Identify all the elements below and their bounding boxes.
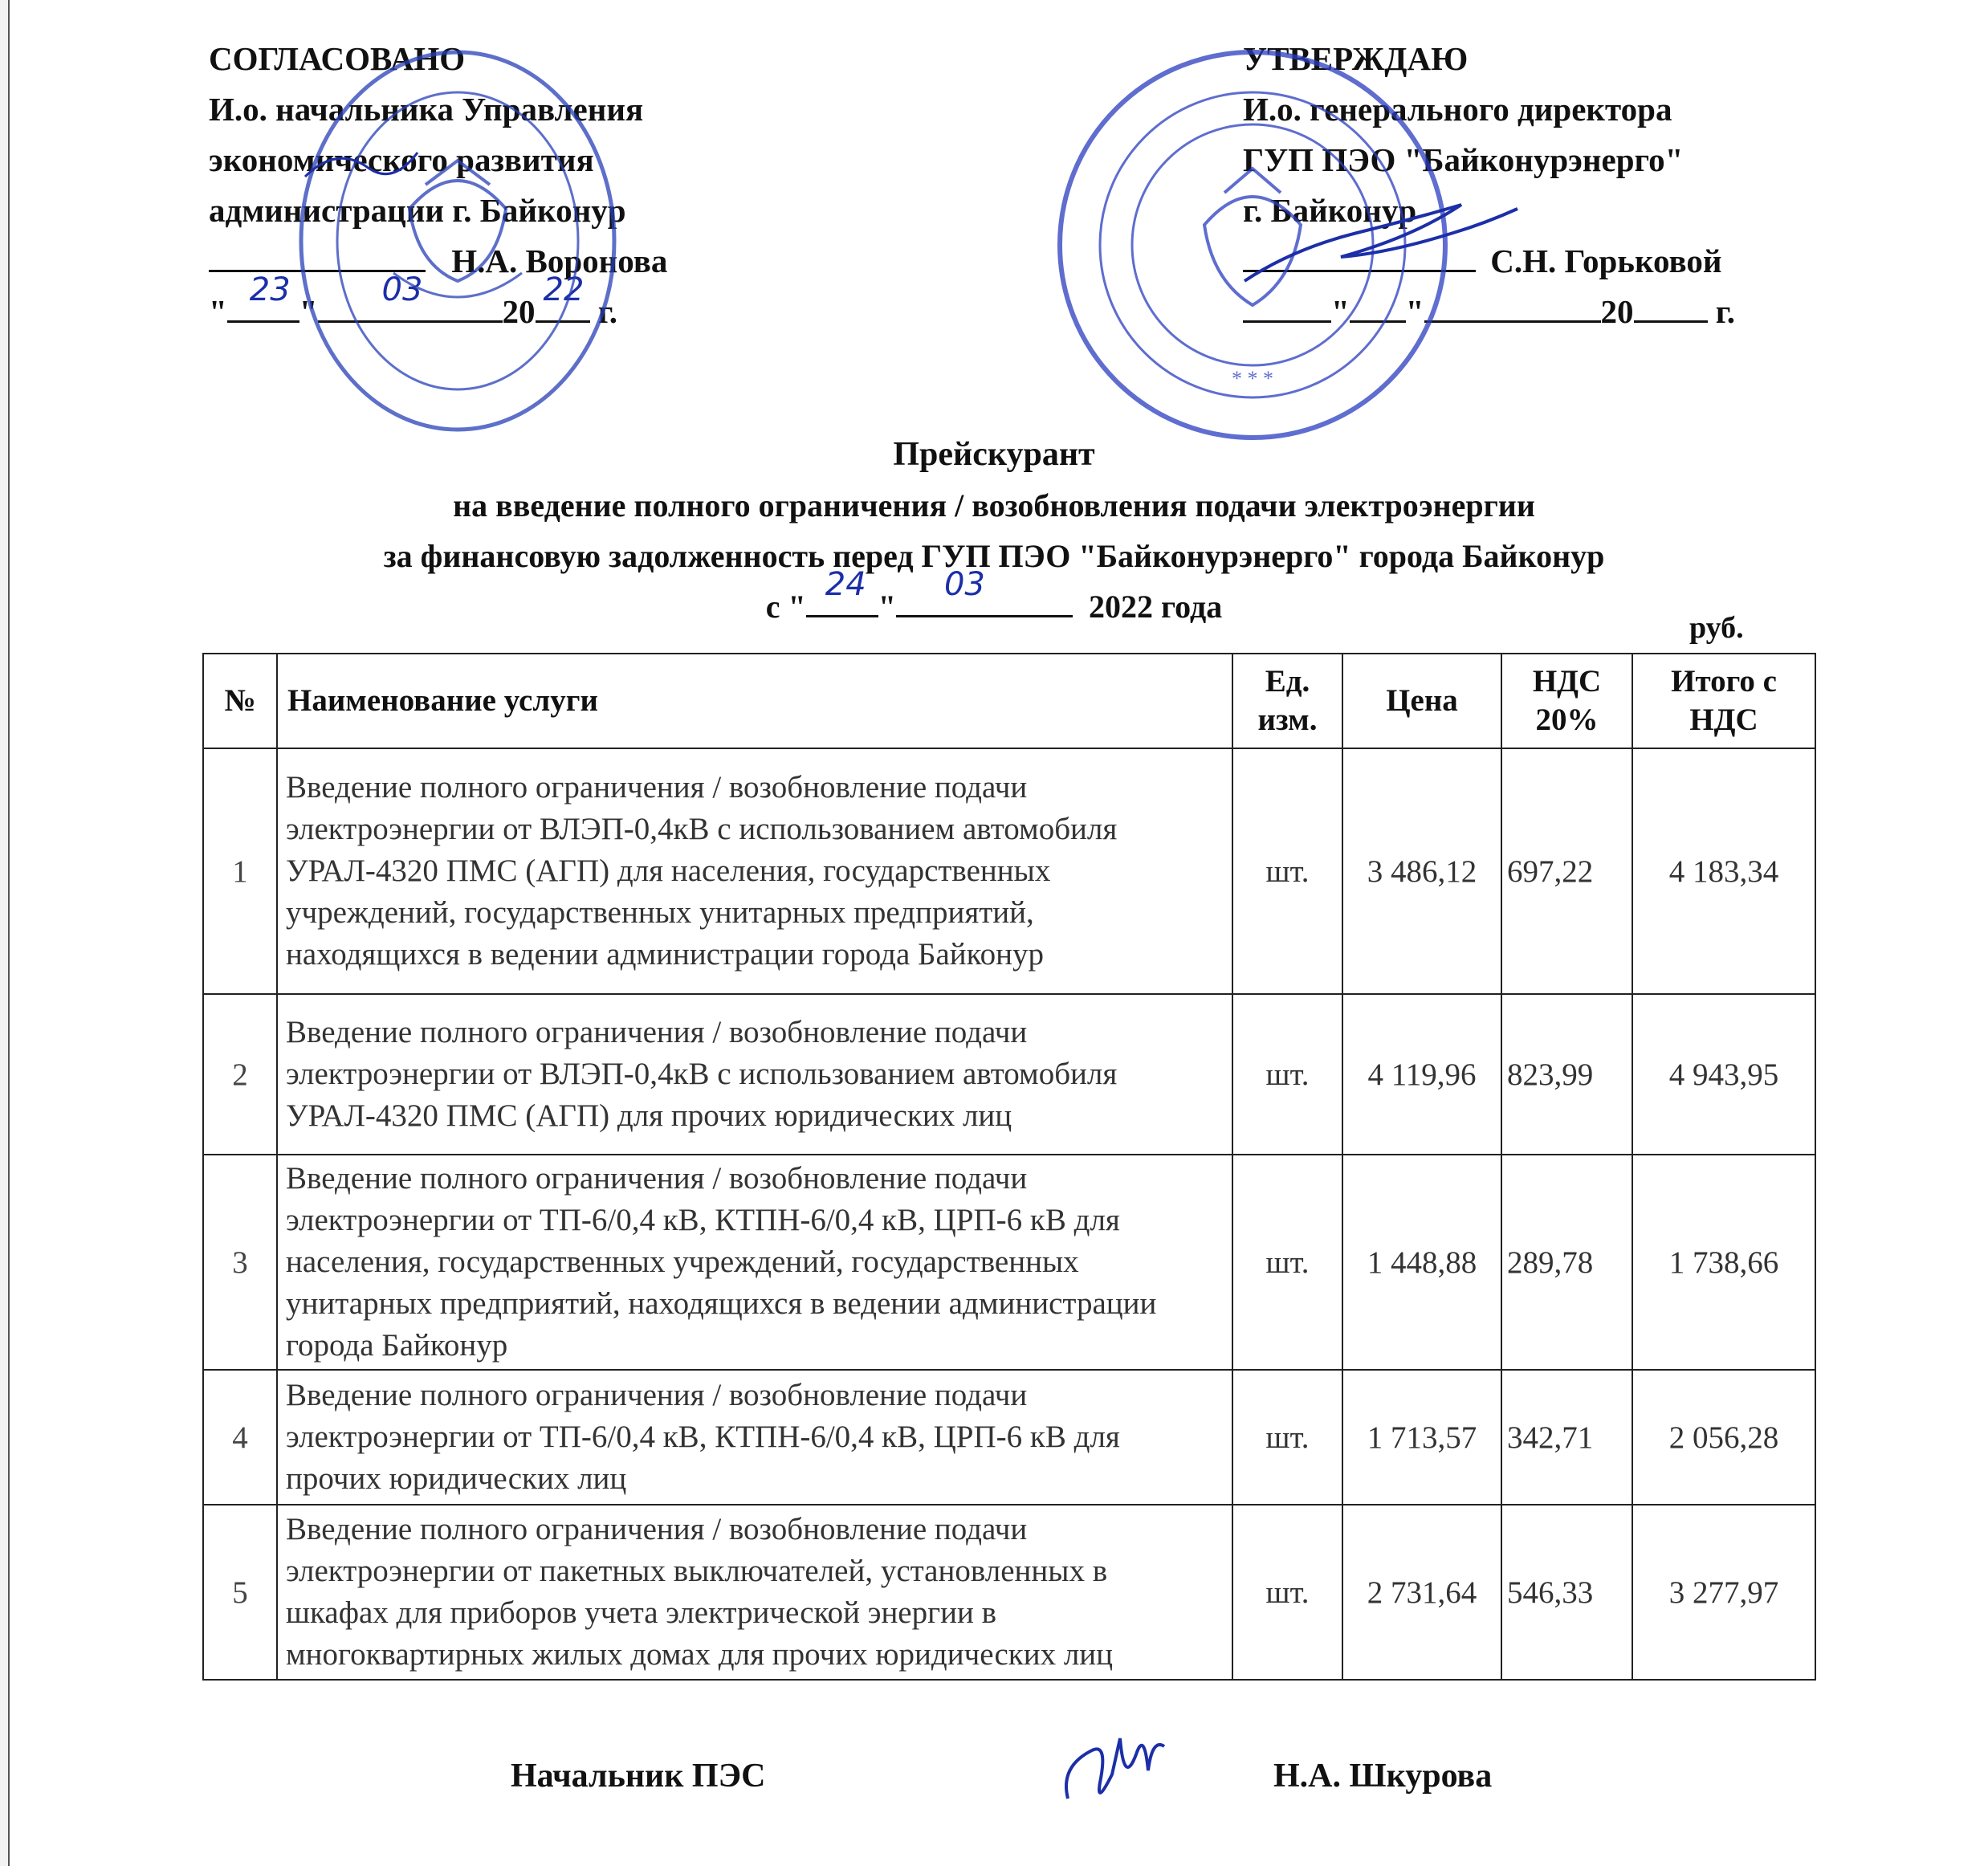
date-day-handwritten: 23: [249, 271, 291, 308]
row-vat: 342,71: [1501, 1370, 1632, 1505]
header-name: Наименование услуги: [277, 654, 1232, 748]
service-name-line: электроэнергии от пакетных выключателей, установленных в: [286, 1554, 1108, 1588]
service-name-line: учреждений, государственных унитарных предприятий,: [286, 895, 1034, 930]
service-name-line: Введение полного ограничения / возобновление подачи: [286, 1161, 1028, 1196]
date-year-field: [536, 271, 590, 323]
service-name-line: Введение полного ограничения / возобновление подачи: [286, 770, 1028, 805]
service-name-line: населения, государственных учреждений, государственных: [286, 1245, 1079, 1279]
row-number: 2: [203, 994, 277, 1155]
date-year-handwritten: 22: [543, 271, 585, 308]
row-total: 2 056,28: [1632, 1370, 1815, 1505]
date-suffix: г.: [597, 293, 618, 330]
table-header-row: [203, 654, 1815, 748]
date-quote-open: ": [1331, 293, 1350, 330]
table-row: [203, 748, 1815, 994]
row-service-name: [277, 1155, 1232, 1370]
service-name-line: электроэнергии от ВЛЭП-0,4кВ с использованием автомобиля: [286, 1057, 1118, 1091]
approval-left-date: [209, 271, 723, 337]
service-name-line: находящихся в ведении администрации города Байконур: [286, 937, 1044, 972]
date-day-field: [227, 271, 299, 323]
service-name-line: УРАЛ-4320 ПМС (АГП) для населения, государственных: [286, 854, 1051, 888]
row-vat: 289,78: [1501, 1155, 1632, 1370]
scan-edge-line: [8, 0, 10, 1866]
row-price: 2 731,64: [1342, 1505, 1501, 1680]
date-suffix: г.: [1715, 293, 1736, 330]
footer-position: Начальник ПЭС: [511, 1758, 766, 1795]
row-number: 5: [203, 1505, 277, 1680]
title-date-day-handwritten: 24: [825, 566, 866, 603]
service-name-line: унитарных предприятий, находящихся в ведении администрации: [286, 1286, 1157, 1321]
service-name-line: прочих юридических лиц: [286, 1461, 627, 1496]
date-quote-open: ": [209, 293, 227, 330]
header-unit: [1232, 654, 1342, 748]
title-date-quote: ": [878, 589, 896, 625]
title-date-suffix: 2022 года: [1088, 589, 1223, 625]
price-table: [202, 653, 1816, 1681]
row-total: 3 277,97: [1632, 1505, 1815, 1680]
row-unit: шт.: [1232, 748, 1342, 994]
approval-right-heading: УТВЕРЖДАЮ: [1243, 40, 1469, 77]
approval-right: [1243, 34, 1757, 337]
row-unit: шт.: [1232, 1370, 1342, 1505]
date-year-field: [1634, 288, 1708, 323]
header-num: №: [203, 654, 277, 748]
date-month-handwritten: 03: [381, 271, 423, 308]
row-price: 1 713,57: [1342, 1370, 1501, 1505]
row-total: 4 183,34: [1632, 748, 1815, 994]
header-vat-line-1: НДС: [1532, 664, 1602, 699]
title-line-3: за финансовую задолженность перед ГУП ПЭО "Байконурэнерго" города Байконур: [383, 538, 1605, 574]
header-vat-line-2: 20%: [1535, 703, 1599, 737]
service-name-line: электроэнергии от ТП-6/0,4 кВ, КТПН-6/0,4 кВ, ЦРП-6 кВ для: [286, 1203, 1120, 1237]
table-row: [203, 1370, 1815, 1505]
approval-left-heading: СОГЛАСОВАНО: [209, 40, 466, 77]
date-year-prefix: 20: [502, 293, 536, 330]
row-number: 4: [203, 1370, 277, 1505]
footer-signer: Н.А. Шкурова: [1273, 1758, 1493, 1795]
row-vat: 697,22: [1501, 748, 1632, 994]
row-total: 4 943,95: [1632, 994, 1815, 1155]
row-price: 1 448,88: [1342, 1155, 1501, 1370]
approval-right-position-2: ГУП ПЭО "Байконурэнерго": [1243, 141, 1684, 178]
date-year-prefix: 20: [1600, 293, 1634, 330]
service-name-line: многоквартирных жилых домах для прочих юридических лиц: [286, 1637, 1114, 1672]
footer-signature-scribble-icon: [1052, 1726, 1180, 1815]
row-number: 3: [203, 1155, 277, 1370]
row-service-name: [277, 1505, 1232, 1680]
title-line-2: на введение полного ограничения / возобновления подачи электроэнергии: [453, 487, 1535, 524]
header-total: [1632, 654, 1815, 748]
approval-left: [209, 34, 723, 337]
header-unit-line-1: Ед.: [1265, 664, 1310, 699]
table-row: [203, 1505, 1815, 1680]
approval-right-signature-line: [1243, 236, 1757, 287]
date-month-field: [1424, 288, 1601, 323]
date-month-field: [318, 271, 503, 323]
title-date-month-handwritten: 03: [943, 566, 985, 603]
approval-left-signer: Н.А. Воронова: [451, 242, 668, 279]
svg-text:* * *: * * *: [1232, 367, 1273, 390]
header-price: Цена: [1342, 654, 1501, 748]
row-unit: шт.: [1232, 994, 1342, 1155]
service-name-line: Введение полного ограничения / возобновление подачи: [286, 1015, 1028, 1049]
approval-right-date: [1243, 287, 1757, 337]
service-name-line: Введение полного ограничения / возобновление подачи: [286, 1512, 1028, 1546]
row-unit: шт.: [1232, 1505, 1342, 1680]
row-unit: шт.: [1232, 1155, 1342, 1370]
row-service-name: [277, 1370, 1232, 1505]
row-vat: 823,99: [1501, 994, 1632, 1155]
approval-right-position-1: И.о. генерального директора: [1243, 91, 1672, 128]
title-date-month-field: [896, 566, 1073, 617]
header-vat: [1501, 654, 1632, 748]
date-quote-close: ": [299, 293, 318, 330]
approval-left-position-3: администрации г. Байконур: [209, 192, 626, 229]
date-quote-close: ": [1405, 293, 1424, 330]
row-number: 1: [203, 748, 277, 994]
approval-left-position-2: экономического развития: [209, 141, 594, 178]
service-name-line: электроэнергии от ТП-6/0,4 кВ, КТПН-6/0,4 кВ, ЦРП-6 кВ для: [286, 1420, 1120, 1454]
date-day-field: [1350, 288, 1406, 323]
approval-right-position-3: г. Байконур: [1243, 192, 1417, 229]
header-unit-line-2: изм.: [1257, 703, 1318, 737]
service-name-line: города Байконур: [286, 1328, 508, 1363]
signature-underline: [1243, 238, 1476, 272]
approval-right-signer: С.Н. Горьковой: [1490, 242, 1722, 279]
row-price: 4 119,96: [1342, 994, 1501, 1155]
title-date-day-field: [806, 566, 878, 617]
title-date-prefix: с ": [765, 589, 806, 625]
header-total-line-1: Итого с: [1671, 664, 1777, 699]
row-vat: 546,33: [1501, 1505, 1632, 1680]
title-line-1: Прейскурант: [893, 436, 1095, 473]
service-name-line: электроэнергии от ВЛЭП-0,4кВ с использованием автомобиля: [286, 812, 1118, 846]
service-name-line: Введение полного ограничения / возобновление подачи: [286, 1378, 1028, 1412]
row-price: 3 486,12: [1342, 748, 1501, 994]
service-name-line: шкафах для приборов учета электрической энергии в: [286, 1595, 997, 1630]
row-service-name: [277, 748, 1232, 994]
table-row: [203, 1155, 1815, 1370]
service-name-line: УРАЛ-4320 ПМС (АГП) для прочих юридических лиц: [286, 1098, 1012, 1133]
scan-edge-shade: [0, 0, 8, 1866]
document-title: [0, 430, 1988, 632]
date-pad: [1243, 288, 1331, 323]
row-total: 1 738,66: [1632, 1155, 1815, 1370]
table-row: [203, 994, 1815, 1155]
header-total-line-2: НДС: [1689, 703, 1758, 737]
currency-note: руб.: [1689, 611, 1744, 645]
row-service-name: [277, 994, 1232, 1155]
approval-left-position-1: И.о. начальника Управления: [209, 91, 644, 128]
